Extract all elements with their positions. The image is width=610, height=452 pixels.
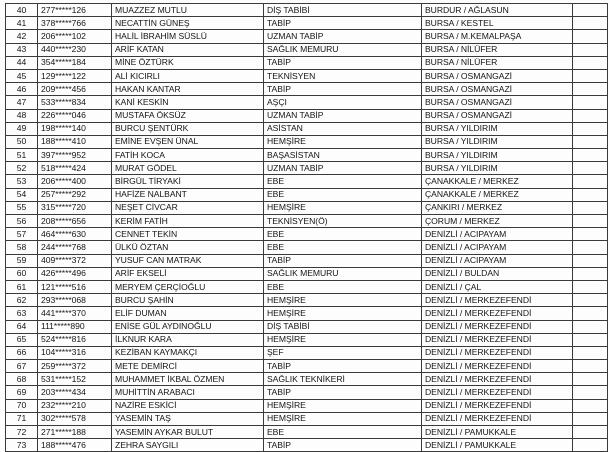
- province-district-cell: BURSA / YILDIRIM: [422, 122, 573, 135]
- province-district-cell: BURSA / NİLÜFER: [422, 43, 573, 56]
- job-title-cell: TEKNİSYEN(Ö): [264, 215, 422, 228]
- province-district-cell: BURSA / NİLÜFER: [422, 56, 573, 69]
- job-title-cell: HEMŞİRE: [264, 399, 422, 412]
- row-number-cell: 53: [6, 175, 38, 188]
- empty-cell: [573, 96, 608, 109]
- person-name-cell: ALİ KICIRLI: [112, 69, 264, 82]
- empty-cell: [573, 83, 608, 96]
- row-number-cell: 45: [6, 69, 38, 82]
- row-number-cell: 51: [6, 149, 38, 162]
- province-district-cell: BURSA / YILDIRIM: [422, 149, 573, 162]
- person-name-cell: MUSTAFA ÖKSÜZ: [112, 109, 264, 122]
- province-district-cell: DENİZLİ / ACIPAYAM: [422, 254, 573, 267]
- masked-id-cell: 378*****766: [38, 17, 112, 30]
- province-district-cell: ÇANAKKALE / MERKEZ: [422, 188, 573, 201]
- job-title-cell: SAĞLIK MEMURU: [264, 267, 422, 280]
- province-district-cell: DENİZLİ / MERKEZEFENDİ: [422, 307, 573, 320]
- empty-cell: [573, 228, 608, 241]
- empty-cell: [573, 360, 608, 373]
- job-title-cell: UZMAN TABİP: [264, 30, 422, 43]
- row-number-cell: 71: [6, 412, 38, 425]
- job-title-cell: SAĞLIK TEKNİKERİ: [264, 373, 422, 386]
- masked-id-cell: 293*****068: [38, 294, 112, 307]
- row-number-cell: 41: [6, 17, 38, 30]
- table-row: [6, 346, 608, 359]
- empty-cell: [573, 399, 608, 412]
- empty-cell: [573, 149, 608, 162]
- masked-id-cell: 203*****434: [38, 386, 112, 399]
- empty-cell: [573, 373, 608, 386]
- province-district-cell: BURSA / OSMANGAZİ: [422, 109, 573, 122]
- job-title-cell: DİŞ TABİBİ: [264, 320, 422, 333]
- masked-id-cell: 188*****410: [38, 135, 112, 148]
- job-title-cell: TABİP: [264, 56, 422, 69]
- empty-cell: [573, 333, 608, 346]
- row-number-cell: 73: [6, 439, 38, 452]
- person-name-cell: FATİH KOCA: [112, 149, 264, 162]
- province-district-cell: DENİZLİ / PAMUKKALE: [422, 426, 573, 439]
- empty-cell: [573, 4, 608, 17]
- person-name-cell: YUSUF CAN MATRAK: [112, 254, 264, 267]
- empty-cell: [573, 215, 608, 228]
- table-row: [6, 439, 608, 452]
- masked-id-cell: 232*****210: [38, 399, 112, 412]
- row-number-cell: 47: [6, 96, 38, 109]
- province-district-cell: DENİZLİ / MERKEZEFENDİ: [422, 333, 573, 346]
- table-row: [6, 175, 608, 188]
- row-number-cell: 70: [6, 399, 38, 412]
- masked-id-cell: 277*****126: [38, 4, 112, 17]
- empty-cell: [573, 56, 608, 69]
- table-row: [6, 149, 608, 162]
- row-number-cell: 63: [6, 307, 38, 320]
- empty-cell: [573, 439, 608, 452]
- empty-cell: [573, 346, 608, 359]
- masked-id-cell: 209*****456: [38, 83, 112, 96]
- empty-cell: [573, 294, 608, 307]
- empty-cell: [573, 122, 608, 135]
- table-row: [6, 294, 608, 307]
- person-name-cell: İLKNUR KARA: [112, 333, 264, 346]
- person-name-cell: MERYEM ÇERÇİOĞLU: [112, 280, 264, 293]
- province-district-cell: DENİZLİ / PAMUKKALE: [422, 439, 573, 452]
- row-number-cell: 64: [6, 320, 38, 333]
- person-name-cell: MUAZZEZ MUTLU: [112, 4, 264, 17]
- row-number-cell: 50: [6, 135, 38, 148]
- person-name-cell: HAFİZE NALBANT: [112, 188, 264, 201]
- empty-cell: [573, 254, 608, 267]
- job-title-cell: EBE: [264, 241, 422, 254]
- row-number-cell: 59: [6, 254, 38, 267]
- job-title-cell: HEMŞİRE: [264, 201, 422, 214]
- person-name-cell: HAKAN KANTAR: [112, 83, 264, 96]
- job-title-cell: EBE: [264, 280, 422, 293]
- table-row: [6, 241, 608, 254]
- personnel-table: [5, 3, 608, 452]
- empty-cell: [573, 241, 608, 254]
- person-name-cell: ARİF KATAN: [112, 43, 264, 56]
- table-row: [6, 333, 608, 346]
- person-name-cell: ENİSE GÜL AYDINOĞLU: [112, 320, 264, 333]
- job-title-cell: TABİP: [264, 360, 422, 373]
- province-district-cell: BURSA / OSMANGAZİ: [422, 69, 573, 82]
- masked-id-cell: 440*****230: [38, 43, 112, 56]
- empty-cell: [573, 43, 608, 56]
- row-number-cell: 61: [6, 280, 38, 293]
- province-district-cell: DENİZLİ / ÇAL: [422, 280, 573, 293]
- empty-cell: [573, 426, 608, 439]
- row-number-cell: 66: [6, 346, 38, 359]
- masked-id-cell: 533*****834: [38, 96, 112, 109]
- row-number-cell: 54: [6, 188, 38, 201]
- row-number-cell: 65: [6, 333, 38, 346]
- job-title-cell: TABİP: [264, 439, 422, 452]
- job-title-cell: HEMŞİRE: [264, 135, 422, 148]
- masked-id-cell: 104*****316: [38, 346, 112, 359]
- job-title-cell: HEMŞİRE: [264, 333, 422, 346]
- province-district-cell: BURSA / M.KEMALPAŞA: [422, 30, 573, 43]
- empty-cell: [573, 135, 608, 148]
- person-name-cell: BURCU ŞAHİN: [112, 294, 264, 307]
- table-row: [6, 83, 608, 96]
- table-row: [6, 228, 608, 241]
- person-name-cell: ELİF DUMAN: [112, 307, 264, 320]
- person-name-cell: KERİM FATİH: [112, 215, 264, 228]
- table-row: [6, 17, 608, 30]
- table-row: [6, 360, 608, 373]
- province-district-cell: DENİZLİ / MERKEZEFENDİ: [422, 360, 573, 373]
- row-number-cell: 46: [6, 83, 38, 96]
- masked-id-cell: 441*****370: [38, 307, 112, 320]
- row-number-cell: 68: [6, 373, 38, 386]
- province-district-cell: DENİZLİ / MERKEZEFENDİ: [422, 399, 573, 412]
- person-name-cell: KANİ KESKİN: [112, 96, 264, 109]
- job-title-cell: TABİP: [264, 83, 422, 96]
- masked-id-cell: 524*****816: [38, 333, 112, 346]
- masked-id-cell: 302*****578: [38, 412, 112, 425]
- table-row: [6, 135, 608, 148]
- empty-cell: [573, 109, 608, 122]
- row-number-cell: 48: [6, 109, 38, 122]
- province-district-cell: ÇANKIRI / MERKEZ: [422, 201, 573, 214]
- empty-cell: [573, 69, 608, 82]
- province-district-cell: DENİZLİ / MERKEZEFENDİ: [422, 320, 573, 333]
- empty-cell: [573, 320, 608, 333]
- table-row: [6, 30, 608, 43]
- masked-id-cell: 226*****046: [38, 109, 112, 122]
- empty-cell: [573, 307, 608, 320]
- person-name-cell: MUHİTTİN ARABACI: [112, 386, 264, 399]
- masked-id-cell: 206*****400: [38, 175, 112, 188]
- province-district-cell: DENİZLİ / MERKEZEFENDİ: [422, 412, 573, 425]
- table-row: [6, 373, 608, 386]
- table-row: [6, 267, 608, 280]
- table-row: [6, 399, 608, 412]
- masked-id-cell: 206*****102: [38, 30, 112, 43]
- masked-id-cell: 121*****516: [38, 280, 112, 293]
- job-title-cell: HEMŞİRE: [264, 412, 422, 425]
- row-number-cell: 72: [6, 426, 38, 439]
- empty-cell: [573, 162, 608, 175]
- person-name-cell: ZEHRA SAYGILI: [112, 439, 264, 452]
- masked-id-cell: 409*****372: [38, 254, 112, 267]
- masked-id-cell: 208*****656: [38, 215, 112, 228]
- job-title-cell: EBE: [264, 426, 422, 439]
- empty-cell: [573, 280, 608, 293]
- row-number-cell: 40: [6, 4, 38, 17]
- table-row: [6, 96, 608, 109]
- table-row: [6, 201, 608, 214]
- job-title-cell: TEKNİSYEN: [264, 69, 422, 82]
- province-district-cell: BURSA / OSMANGAZİ: [422, 83, 573, 96]
- table-row: [6, 43, 608, 56]
- empty-cell: [573, 267, 608, 280]
- job-title-cell: BAŞASİSTAN: [264, 149, 422, 162]
- row-number-cell: 55: [6, 201, 38, 214]
- person-name-cell: ÜLKÜ ÖZTAN: [112, 241, 264, 254]
- job-title-cell: ASİSTAN: [264, 122, 422, 135]
- job-title-cell: SAĞLIK MEMURU: [264, 43, 422, 56]
- masked-id-cell: 244*****768: [38, 241, 112, 254]
- empty-cell: [573, 188, 608, 201]
- row-number-cell: 67: [6, 360, 38, 373]
- person-name-cell: YASEMİN AYKAR BULUT: [112, 426, 264, 439]
- masked-id-cell: 111*****890: [38, 320, 112, 333]
- province-district-cell: DENİZLİ / BULDAN: [422, 267, 573, 280]
- table-row: [6, 215, 608, 228]
- table-row: [6, 320, 608, 333]
- province-district-cell: BURSA / KESTEL: [422, 17, 573, 30]
- province-district-cell: BURSA / YILDIRIM: [422, 135, 573, 148]
- province-district-cell: DENİZLİ / ACIPAYAM: [422, 228, 573, 241]
- masked-id-cell: 259*****372: [38, 360, 112, 373]
- person-name-cell: BİRGÜL TİRYAKİ: [112, 175, 264, 188]
- province-district-cell: BURDUR / AĞLASUN: [422, 4, 573, 17]
- job-title-cell: TABİP: [264, 17, 422, 30]
- province-district-cell: DENİZLİ / MERKEZEFENDİ: [422, 386, 573, 399]
- table-row: [6, 4, 608, 17]
- row-number-cell: 42: [6, 30, 38, 43]
- table-row: [6, 162, 608, 175]
- row-number-cell: 62: [6, 294, 38, 307]
- job-title-cell: UZMAN TABİP: [264, 109, 422, 122]
- job-title-cell: ŞEF: [264, 346, 422, 359]
- row-number-cell: 58: [6, 241, 38, 254]
- table-row: [6, 386, 608, 399]
- job-title-cell: HEMŞİRE: [264, 307, 422, 320]
- province-district-cell: DENİZLİ / MERKEZEFENDİ: [422, 294, 573, 307]
- person-name-cell: NEŞET CİVCAR: [112, 201, 264, 214]
- province-district-cell: DENİZLİ / MERKEZEFENDİ: [422, 346, 573, 359]
- masked-id-cell: 198*****140: [38, 122, 112, 135]
- masked-id-cell: 354*****184: [38, 56, 112, 69]
- person-name-cell: METE DEMİRCİ: [112, 360, 264, 373]
- person-name-cell: CENNET TEKİN: [112, 228, 264, 241]
- job-title-cell: EBE: [264, 188, 422, 201]
- person-name-cell: HALİL İBRAHİM SÜSLÜ: [112, 30, 264, 43]
- job-title-cell: DİŞ TABİBİ: [264, 4, 422, 17]
- masked-id-cell: 188*****476: [38, 439, 112, 452]
- empty-cell: [573, 386, 608, 399]
- table-row: [6, 69, 608, 82]
- row-number-cell: 56: [6, 215, 38, 228]
- masked-id-cell: 426*****496: [38, 267, 112, 280]
- masked-id-cell: 271*****188: [38, 426, 112, 439]
- table-row: [6, 56, 608, 69]
- masked-id-cell: 315*****720: [38, 201, 112, 214]
- row-number-cell: 69: [6, 386, 38, 399]
- row-number-cell: 43: [6, 43, 38, 56]
- empty-cell: [573, 175, 608, 188]
- province-district-cell: BURSA / OSMANGAZİ: [422, 96, 573, 109]
- row-number-cell: 60: [6, 267, 38, 280]
- person-name-cell: MİNE ÖZTÜRK: [112, 56, 264, 69]
- job-title-cell: TABİP: [264, 386, 422, 399]
- masked-id-cell: 257*****292: [38, 188, 112, 201]
- masked-id-cell: 397*****952: [38, 149, 112, 162]
- table-row: [6, 254, 608, 267]
- province-district-cell: ÇORUM / MERKEZ: [422, 215, 573, 228]
- job-title-cell: TABİP: [264, 254, 422, 267]
- person-name-cell: EMİNE EVŞEN ÜNAL: [112, 135, 264, 148]
- table-row: [6, 109, 608, 122]
- person-name-cell: NAZİRE ESKİCİ: [112, 399, 264, 412]
- province-district-cell: DENİZLİ / MERKEZEFENDİ: [422, 373, 573, 386]
- table-row: [6, 426, 608, 439]
- table-row: [6, 280, 608, 293]
- person-name-cell: YASEMİN TAŞ: [112, 412, 264, 425]
- empty-cell: [573, 412, 608, 425]
- row-number-cell: 49: [6, 122, 38, 135]
- table-body: [6, 4, 608, 452]
- job-title-cell: EBE: [264, 228, 422, 241]
- person-name-cell: NECATTİN GÜNEŞ: [112, 17, 264, 30]
- masked-id-cell: 129*****122: [38, 69, 112, 82]
- table-row: [6, 122, 608, 135]
- job-title-cell: HEMŞİRE: [264, 294, 422, 307]
- empty-cell: [573, 201, 608, 214]
- person-name-cell: KEZİBAN KAYMAKÇI: [112, 346, 264, 359]
- row-number-cell: 44: [6, 56, 38, 69]
- row-number-cell: 57: [6, 228, 38, 241]
- person-name-cell: BURCU ŞENTÜRK: [112, 122, 264, 135]
- job-title-cell: AŞÇI: [264, 96, 422, 109]
- person-name-cell: MUHAMMET İKBAL ÖZMEN: [112, 373, 264, 386]
- table-row: [6, 412, 608, 425]
- province-district-cell: BURSA / YILDIRIM: [422, 162, 573, 175]
- job-title-cell: UZMAN TABİP: [264, 162, 422, 175]
- job-title-cell: EBE: [264, 175, 422, 188]
- masked-id-cell: 464*****630: [38, 228, 112, 241]
- person-name-cell: ARİF EKSELİ: [112, 267, 264, 280]
- table-row: [6, 188, 608, 201]
- masked-id-cell: 518*****424: [38, 162, 112, 175]
- empty-cell: [573, 30, 608, 43]
- province-district-cell: DENİZLİ / ACIPAYAM: [422, 241, 573, 254]
- table-row: [6, 307, 608, 320]
- province-district-cell: ÇANAKKALE / MERKEZ: [422, 175, 573, 188]
- masked-id-cell: 531*****152: [38, 373, 112, 386]
- person-name-cell: MURAT GÖDEL: [112, 162, 264, 175]
- empty-cell: [573, 17, 608, 30]
- row-number-cell: 52: [6, 162, 38, 175]
